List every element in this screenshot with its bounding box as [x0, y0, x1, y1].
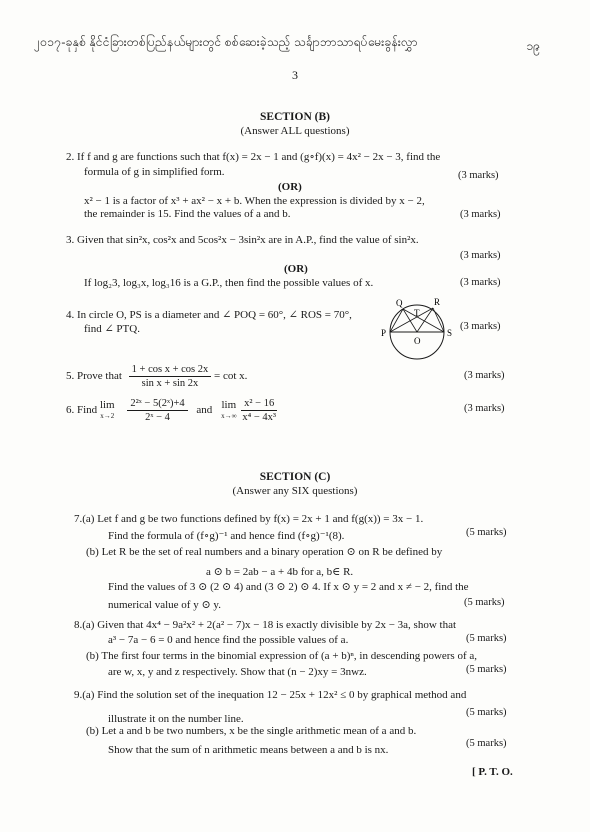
q5-marks: (3 marks): [464, 370, 505, 381]
page-header-number: ၁၉: [526, 39, 540, 53]
section-b-instruction: (Answer ALL questions): [240, 125, 350, 137]
q5-denominator: sin x + sin 2x: [141, 378, 199, 389]
q2-or-line2: the remainder is 15. Find the values of a and b.: [84, 208, 291, 220]
label-q: Q: [396, 298, 403, 308]
q2-text-line2: formula of g in simplified form.: [84, 166, 225, 178]
q2-or-line1: x² − 1 is a factor of x³ + ax² − x + b. When the expression is divided by x − 2,: [84, 195, 425, 207]
q2-text-line1: 2. If f and g are functions such that f(x) = 2x − 1 and (g∘f)(x) = 4x² − 2x − 3, find the: [66, 151, 441, 163]
q5-fraction: [129, 363, 212, 390]
q7a-line2: Find the formula of (f∘g)⁻¹ and hence find (f∘g)⁻¹(8).: [108, 530, 345, 542]
circle-figure: [375, 294, 460, 364]
page-header-title: ၂၀၁၇-ခုနှစ် နိုင်ငံခြားတစ်ပြည်နယ်များတွင် စစ်ဆေးခဲ့သည့် သင်္ချာဘာသာရပ်မေးခွန်းလွှာ: [34, 35, 418, 49]
q9a-line2: illustrate it on the number line.: [108, 713, 244, 725]
q4-marks: (3 marks): [460, 321, 501, 332]
section-c-instruction: (Answer any SIX questions): [232, 485, 358, 497]
chord-rs: [433, 308, 444, 332]
q7b-line4: numerical value of y ⊙ y.: [108, 599, 221, 611]
q6-lim-sub-2: x→∞: [221, 411, 237, 420]
q6-prefix: 6. Find: [66, 404, 98, 417]
q6-lim-word-1: lim: [99, 398, 115, 411]
q6-row: [66, 397, 279, 424]
q8b-line2: are w, x, y and z respectively. Show that (n − 2)xy = 3nwz.: [108, 666, 367, 678]
q3-text-line1: 3. Given that sin²x, cos²x and 5cos²x − 3sin²x are in A.P., find the value of sin²x.: [66, 234, 419, 246]
q9b-marks: (5 marks): [466, 738, 507, 749]
q6-lim-word-2: lim: [221, 398, 237, 411]
q5-row: [66, 363, 247, 390]
q8a-line1: 8.(a) Given that 4x⁴ − 9a²x² + 2(a² − 7)x − 18 is exactly divisible by 2x − 3a, show that: [74, 619, 457, 631]
q6-denominator-1: 2ˣ − 4: [145, 412, 170, 423]
q6-fraction-1: [127, 397, 187, 424]
q7b-line1: (b) Let R be the set of real numbers and a binary operation ⊙ on R be defined by: [86, 546, 443, 558]
label-o: O: [414, 336, 421, 346]
q6-denominator-2: x⁴ − 4x³: [242, 412, 277, 423]
or-label-2: (OR): [284, 263, 308, 275]
q9a-marks: (5 marks): [466, 707, 507, 718]
q3-marks: (3 marks): [460, 250, 501, 261]
q9a-line1: 9.(a) Find the solution set of the inequation 12 − 25x + 12x² ≤ 0 by graphical method and: [74, 689, 467, 701]
q3-or-marks: (3 marks): [460, 277, 501, 288]
q7b-marks: (5 marks): [464, 597, 505, 608]
q2-marks: (3 marks): [458, 170, 499, 181]
q7a-line1: 7.(a) Let f and g be two functions defined by f(x) = 2x + 1 and f(g(x)) = 3x − 1.: [74, 513, 424, 525]
or-label-1: (OR): [278, 181, 302, 193]
label-t: T: [414, 308, 420, 318]
q4-text-line1: 4. In circle O, PS is a diameter and ∠ POQ = 60°, ∠ ROS = 70°,: [66, 309, 352, 321]
q9b-line1: (b) Let a and b be two numbers, x be the single arithmetic mean of a and b.: [86, 725, 417, 737]
q6-limit-1: [100, 400, 115, 422]
page-number: 3: [292, 68, 298, 82]
q6-numerator-1: 2²ˣ − 5(2ˣ)+4: [127, 397, 187, 411]
section-b-title: SECTION (B): [260, 111, 330, 123]
q9b-line2: Show that the sum of n arithmetic means between a and b is nx.: [108, 744, 389, 756]
q5-prefix: 5. Prove that: [66, 370, 122, 383]
please-turn-over: [ P. T. O.: [472, 766, 513, 778]
q5-numerator: 1 + cos x + cos 2x: [129, 363, 212, 377]
q6-fraction-2: [239, 397, 279, 424]
label-r: R: [434, 297, 441, 307]
q3-or-line1: If log₂3, log₃x, log₃16 is a G.P., then find the possible values of x.: [84, 277, 374, 289]
q6-and: and: [196, 404, 213, 417]
q7a-marks: (5 marks): [466, 527, 507, 538]
chord-qs: [403, 309, 444, 332]
section-c-title: SECTION (C): [259, 471, 331, 483]
q6-lim-sub-1: x→2: [100, 411, 115, 420]
q2-or-marks: (3 marks): [460, 209, 501, 220]
label-p: P: [381, 328, 387, 338]
q4-text-line2: find ∠ PTQ.: [84, 323, 140, 335]
q6-numerator-2: x² − 16: [241, 397, 277, 411]
q6-marks: (3 marks): [464, 403, 505, 414]
q7b-line2: a ⊙ b = 2ab − a + 4b for a, b∈ R.: [206, 566, 354, 578]
q6-limit-2: [221, 400, 237, 422]
q8b-line1: (b) The first four terms in the binomial expression of (a + b)ⁿ, in descending powers of a,: [86, 650, 478, 662]
q8a-line2: a³ − 7a − 6 = 0 and hence find the possible values of a.: [108, 634, 349, 646]
q8b-marks: (5 marks): [466, 664, 507, 675]
q7b-line3: Find the values of 3 ⊙ (2 ⊙ 4) and (3 ⊙ 2) ⊙ 4. If x ⊙ y = 2 and x ≠ − 2, find the: [108, 581, 469, 593]
label-s: S: [447, 328, 453, 338]
q8a-marks: (5 marks): [466, 633, 507, 644]
q5-suffix: = cot x.: [214, 370, 248, 383]
